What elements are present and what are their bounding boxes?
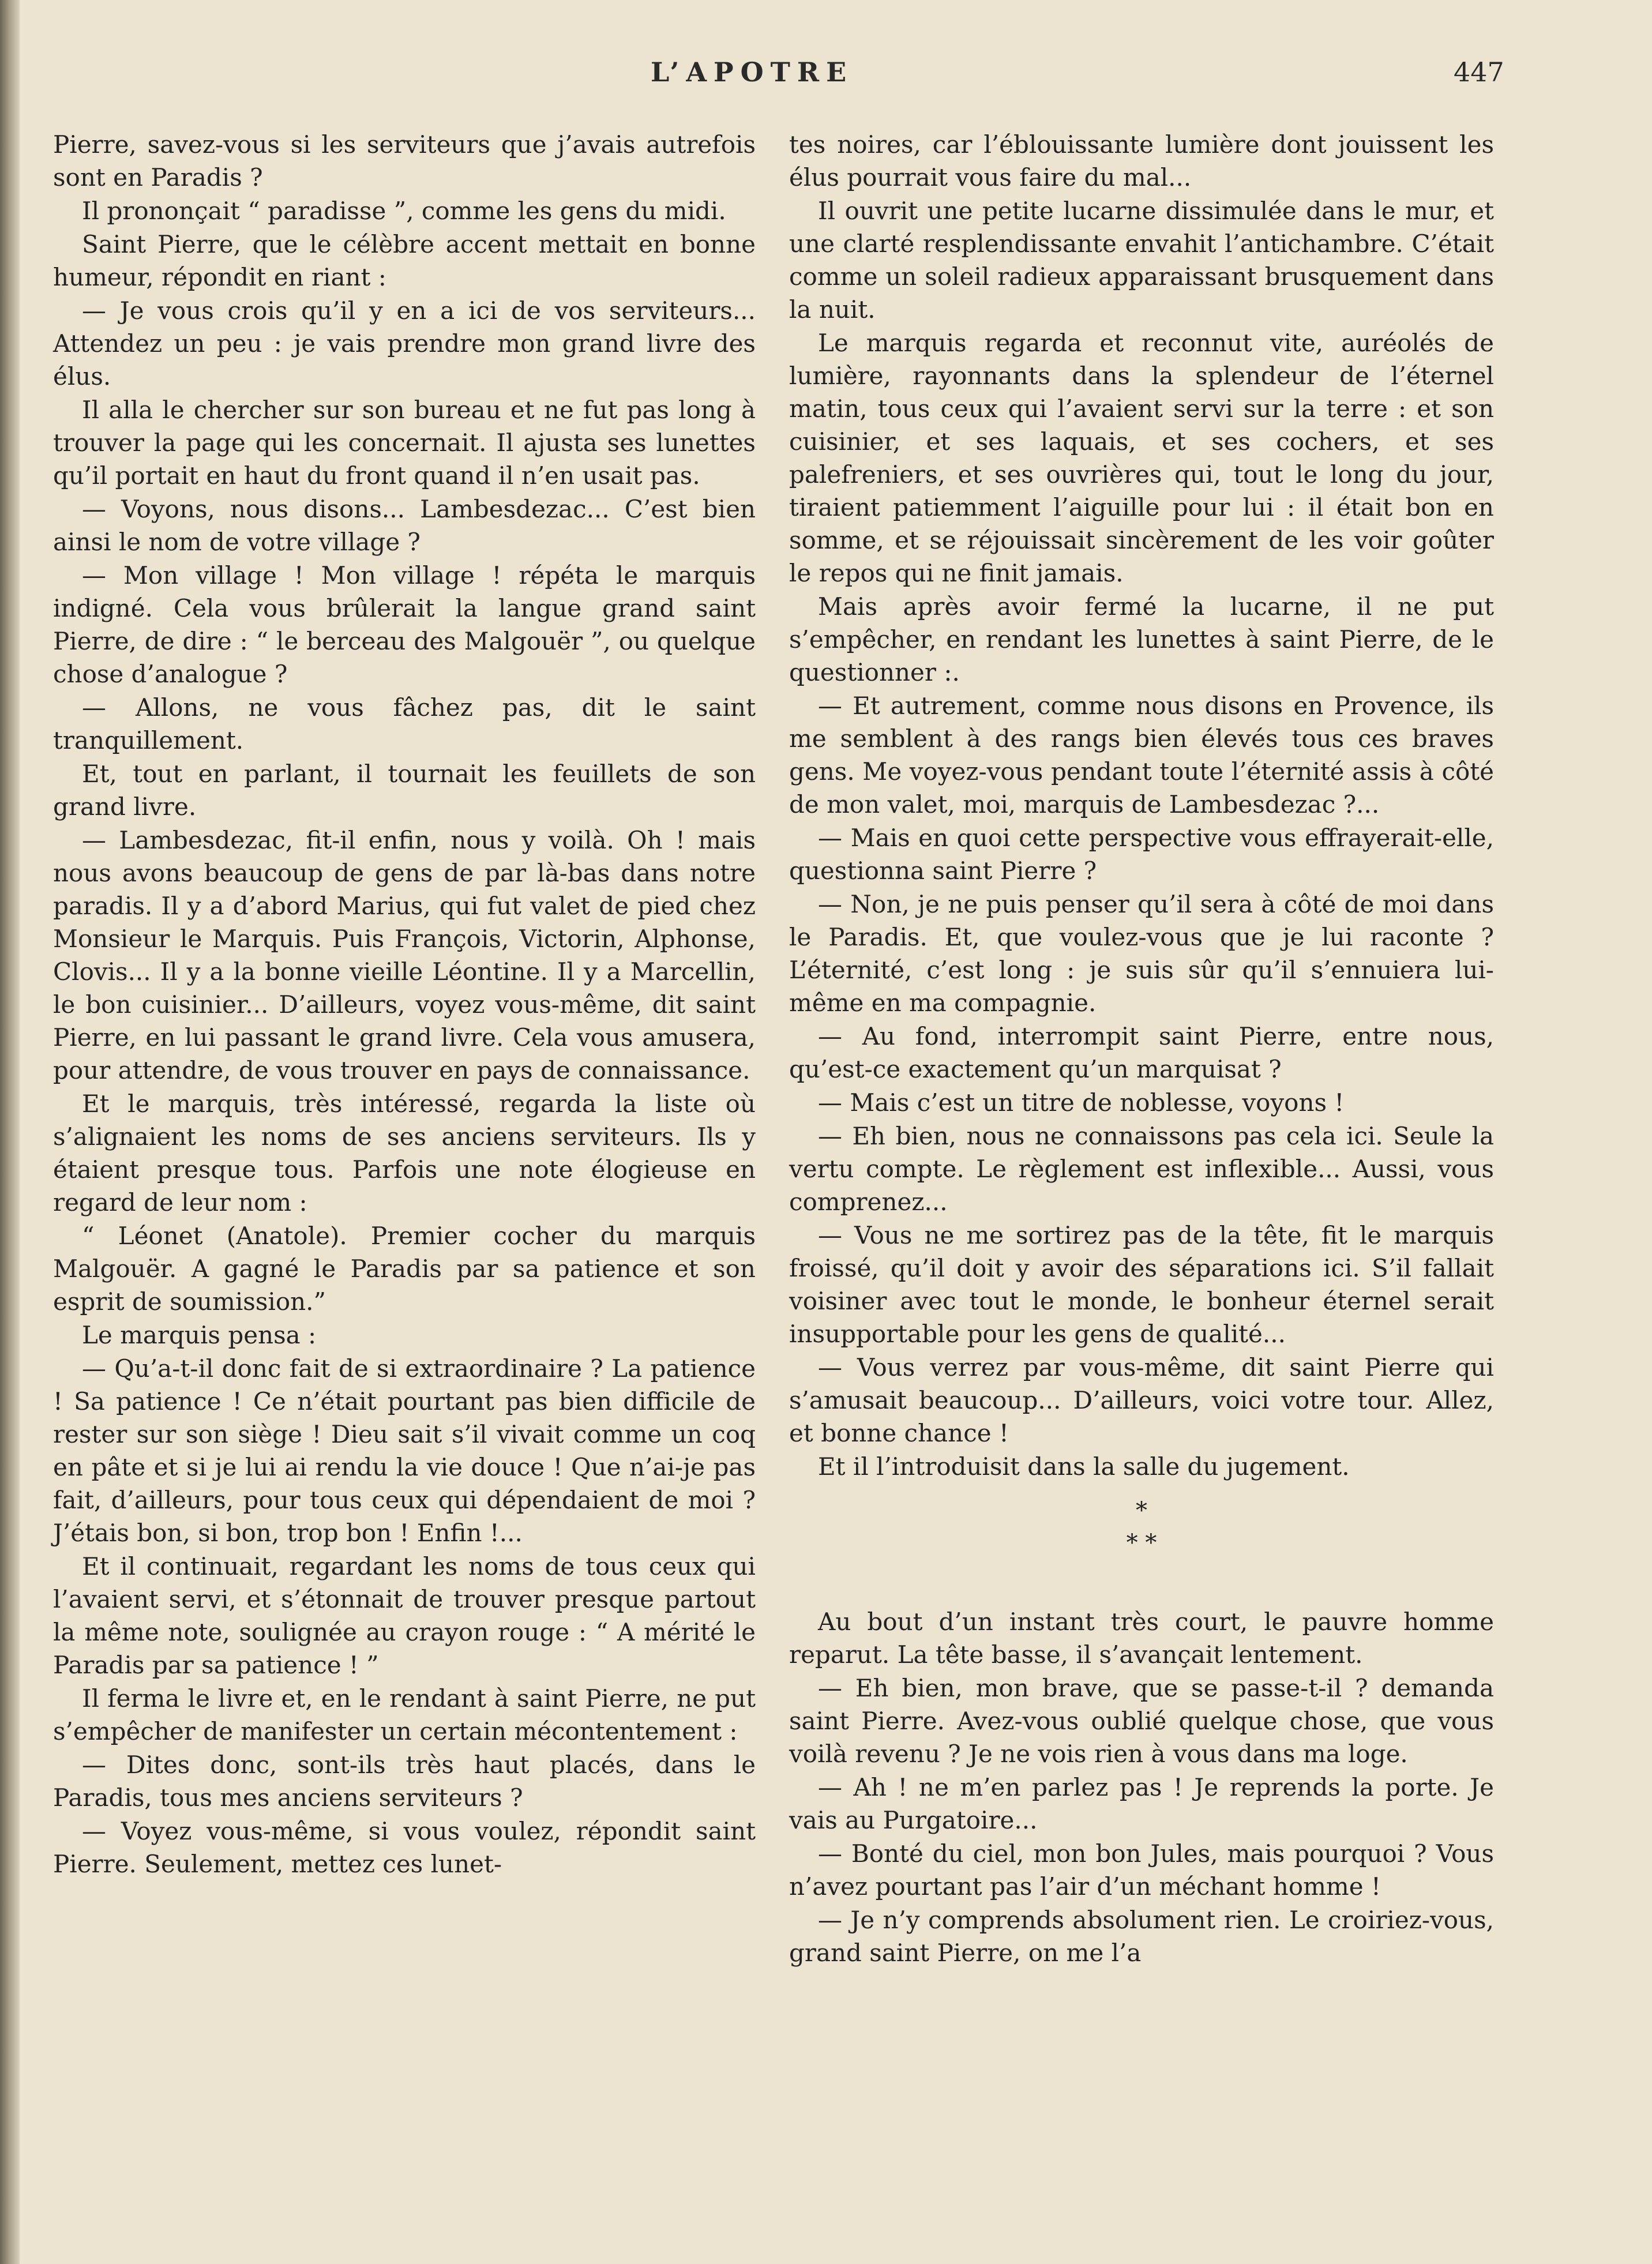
right-column [789,128,1494,1970]
paragraph: Et le marquis, très intéressé, regarda la liste où s’alignaient les noms de ses anciens serviteurs. Ils y étaient presque tous. Parfois une note élogieuse en regard de leur nom : [53,1090,756,1217]
paragraph: — Non, je ne puis penser qu’il sera à côté de moi dans le Paradis. Et, que voulez-vous que je lui raconte ? L’éternité, c’est long : je suis sûr qu’il s’ennuiera lui-même en ma compagnie. [789,890,1494,1017]
running-title: L’APOTRE [651,57,854,88]
paragraph: — Mais c’est un titre de noblesse, voyons ! [818,1088,1345,1117]
paragraph: Et il l’introduisit dans la salle du jugement. [818,1452,1350,1481]
paragraph: Et, tout en parlant, il tournait les feuillets de son grand livre. [53,760,756,821]
paragraph: Le marquis pensa : [82,1321,317,1349]
paragraph: — Allons, ne vous fâchez pas, dit le saint tranquillement. [53,693,756,754]
paragraph: Il prononçait “ paradisse ”, comme les gens du midi. [82,197,726,225]
page-number: 447 [1454,57,1504,88]
paragraph: — Mon village ! Mon village ! répéta le marquis indigné. Cela vous brûlerait la langue grand saint Pierre, de dire : “ le berceau des Malgouër ”, ou quelque chose d’analogue ? [53,561,756,688]
paragraph: Saint Pierre, que le célèbre accent mettait en bonne humeur, répondit en riant : [53,230,756,291]
paragraph: — Dites donc, sont-ils très haut placés, dans le Paradis, tous mes anciens serviteurs ? [53,1751,756,1812]
paragraph: — Et autrement, comme nous disons en Provence, ils me semblent à des rangs bien élevés tous ces braves gens. Me voyez-vous pendant toute l’éternité assis à côté de mon valet, moi, marquis de Lambesdezac ?... [789,692,1494,819]
paragraph: — Voyons, nous disons... Lambesdezac... C’est bien ainsi le nom de votre village ? [53,495,756,556]
paragraph: Et il continuait, regardant les noms de tous ceux qui l’avaient servi, et s’étonnait de trouver presque partout la même note, soulignée au crayon rouge : “ A mérité le Paradis par sa patience ! ” [53,1552,756,1679]
paragraph: — Eh bien, nous ne connaissons pas cela ici. Seule la vertu compte. Le règlement est inflexible... Aussi, vous comprenez... [789,1122,1494,1216]
paragraph: Au bout d’un instant très court, le pauvre homme reparut. La tête basse, il s’avançait lentement. [789,1608,1494,1669]
separator-asterisk: * [1136,1497,1147,1524]
paragraph: “ Léonet (Anatole). Premier cocher du marquis Malgouër. A gagné le Paradis par sa patience et son esprit de soumission.” [53,1222,756,1316]
paragraph: Il ferma le livre et, en le rendant à saint Pierre, ne put s’empêcher de manifester un certain mécontentement : [53,1684,756,1745]
paragraph: — Vous ne me sortirez pas de la tête, fit le marquis froissé, qu’il doit y avoir des séparations ici. S’il fallait voisiner avec tout le monde, le bonheur éternel serait insupportable pour les gens de qualité... [789,1221,1494,1348]
paragraph: tes noires, car l’éblouissante lumière dont jouissent les élus pourrait vous faire du mal... [789,130,1494,192]
paragraph: — Bonté du ciel, mon bon Jules, mais pourquoi ? Vous n’avez pourtant pas l’air d’un méchant homme ! [789,1839,1494,1901]
paragraph: Il ouvrit une petite lucarne dissimulée dans le mur, et une clarté resplendissante envahit l’antichambre. C’était comme un soleil radieux apparaissant brusquement dans la nuit. [789,197,1494,324]
paragraph: — Au fond, interrompit saint Pierre, entre nous, qu’est-ce exactement qu’un marquisat ? [789,1022,1494,1083]
paragraph: — Lambesdezac, fit-il enfin, nous y voilà. Oh ! mais nous avons beaucoup de gens de par là-bas dans notre paradis. Il y a d’abord Marius, qui fut valet de pied chez Monsieur le Marquis. Puis François, Victorin, Alphonse, Clovis... Il y a la bonne vieille Léontine. Il y a Marcellin, le bon cuisinier... D’ailleurs, voyez vous-même, dit saint Pierre, en lui passant le grand livre. Cela vous amusera, pour attendre, de vous trouver en pays de connaissance. [53,826,756,1084]
paragraph: — Je vous crois qu’il y en a ici de vos serviteurs... Attendez un peu : je vais prendre mon grand livre des élus. [53,296,756,391]
paragraph: — Eh bien, mon brave, que se passe-t-il ? demanda saint Pierre. Avez-vous oublié quelque chose, que vous voilà revenu ? Je ne vois rien à vous dans ma loge. [789,1674,1494,1768]
paragraph: Pierre, savez-vous si les serviteurs que j’avais autrefois sont en Paradis ? [53,130,756,192]
paragraph: — Vous verrez par vous-même, dit saint Pierre qui s’amusait beaucoup... D’ailleurs, voici votre tour. Allez, et bonne chance ! [789,1353,1494,1447]
paragraph: — Mais en quoi cette perspective vous effrayerait-elle, questionna saint Pierre ? [789,824,1494,885]
left-column [53,128,756,1881]
page-binding-edge [0,0,20,2264]
paragraph: — Ah ! ne m’en parlez pas ! Je reprends la porte. Je vais au Purgatoire... [789,1773,1494,1834]
separator-asterisks: * * [1126,1530,1157,1556]
paragraph: Le marquis regarda et reconnut vite, auréolés de lumière, rayonnants dans la splendeur de l’éternel matin, tous ceux qui l’avaient servi sur la terre : et son cuisinier, et ses laquais, et ses cochers, et ses palefreniers, et ses ouvrières qui, tout le long du jour, tiraient patiemment l’aiguille pour lui : il était bon en somme, et se réjouissait sincèrement de les voir goûter le repos qui ne finit jamais. [789,329,1494,587]
paragraph: — Voyez vous-même, si vous voulez, répondit saint Pierre. Seulement, mettez ces lunet- [53,1817,756,1878]
paragraph: — Qu’a-t-il donc fait de si extraordinaire ? La patience ! Sa patience ! Ce n’était pourtant pas bien difficile de rester sur son siège ! Dieu sait s’il vivait comme un coq en pâte et si je lui ai rendu la vie douce ! Que n’ai-je pas fait, d’ailleurs, pour tous ceux qui dépendaient de moi ? J’étais bon, si bon, trop bon ! Enfin !... [53,1354,756,1547]
paragraph: Mais après avoir fermé la lucarne, il ne put s’empêcher, en rendant les lunettes à saint Pierre, de le questionner :. [789,592,1494,686]
paragraph: Il alla le chercher sur son bureau et ne fut pas long à trouver la page qui les concernait. Il ajusta ses lunettes qu’il portait en haut du front quand il n’en usait pas. [53,396,756,490]
paragraph: — Je n’y comprends absolument rien. Le croiriez-vous, grand saint Pierre, on me l’a [789,1906,1494,1967]
section-separator [789,1495,1494,1559]
